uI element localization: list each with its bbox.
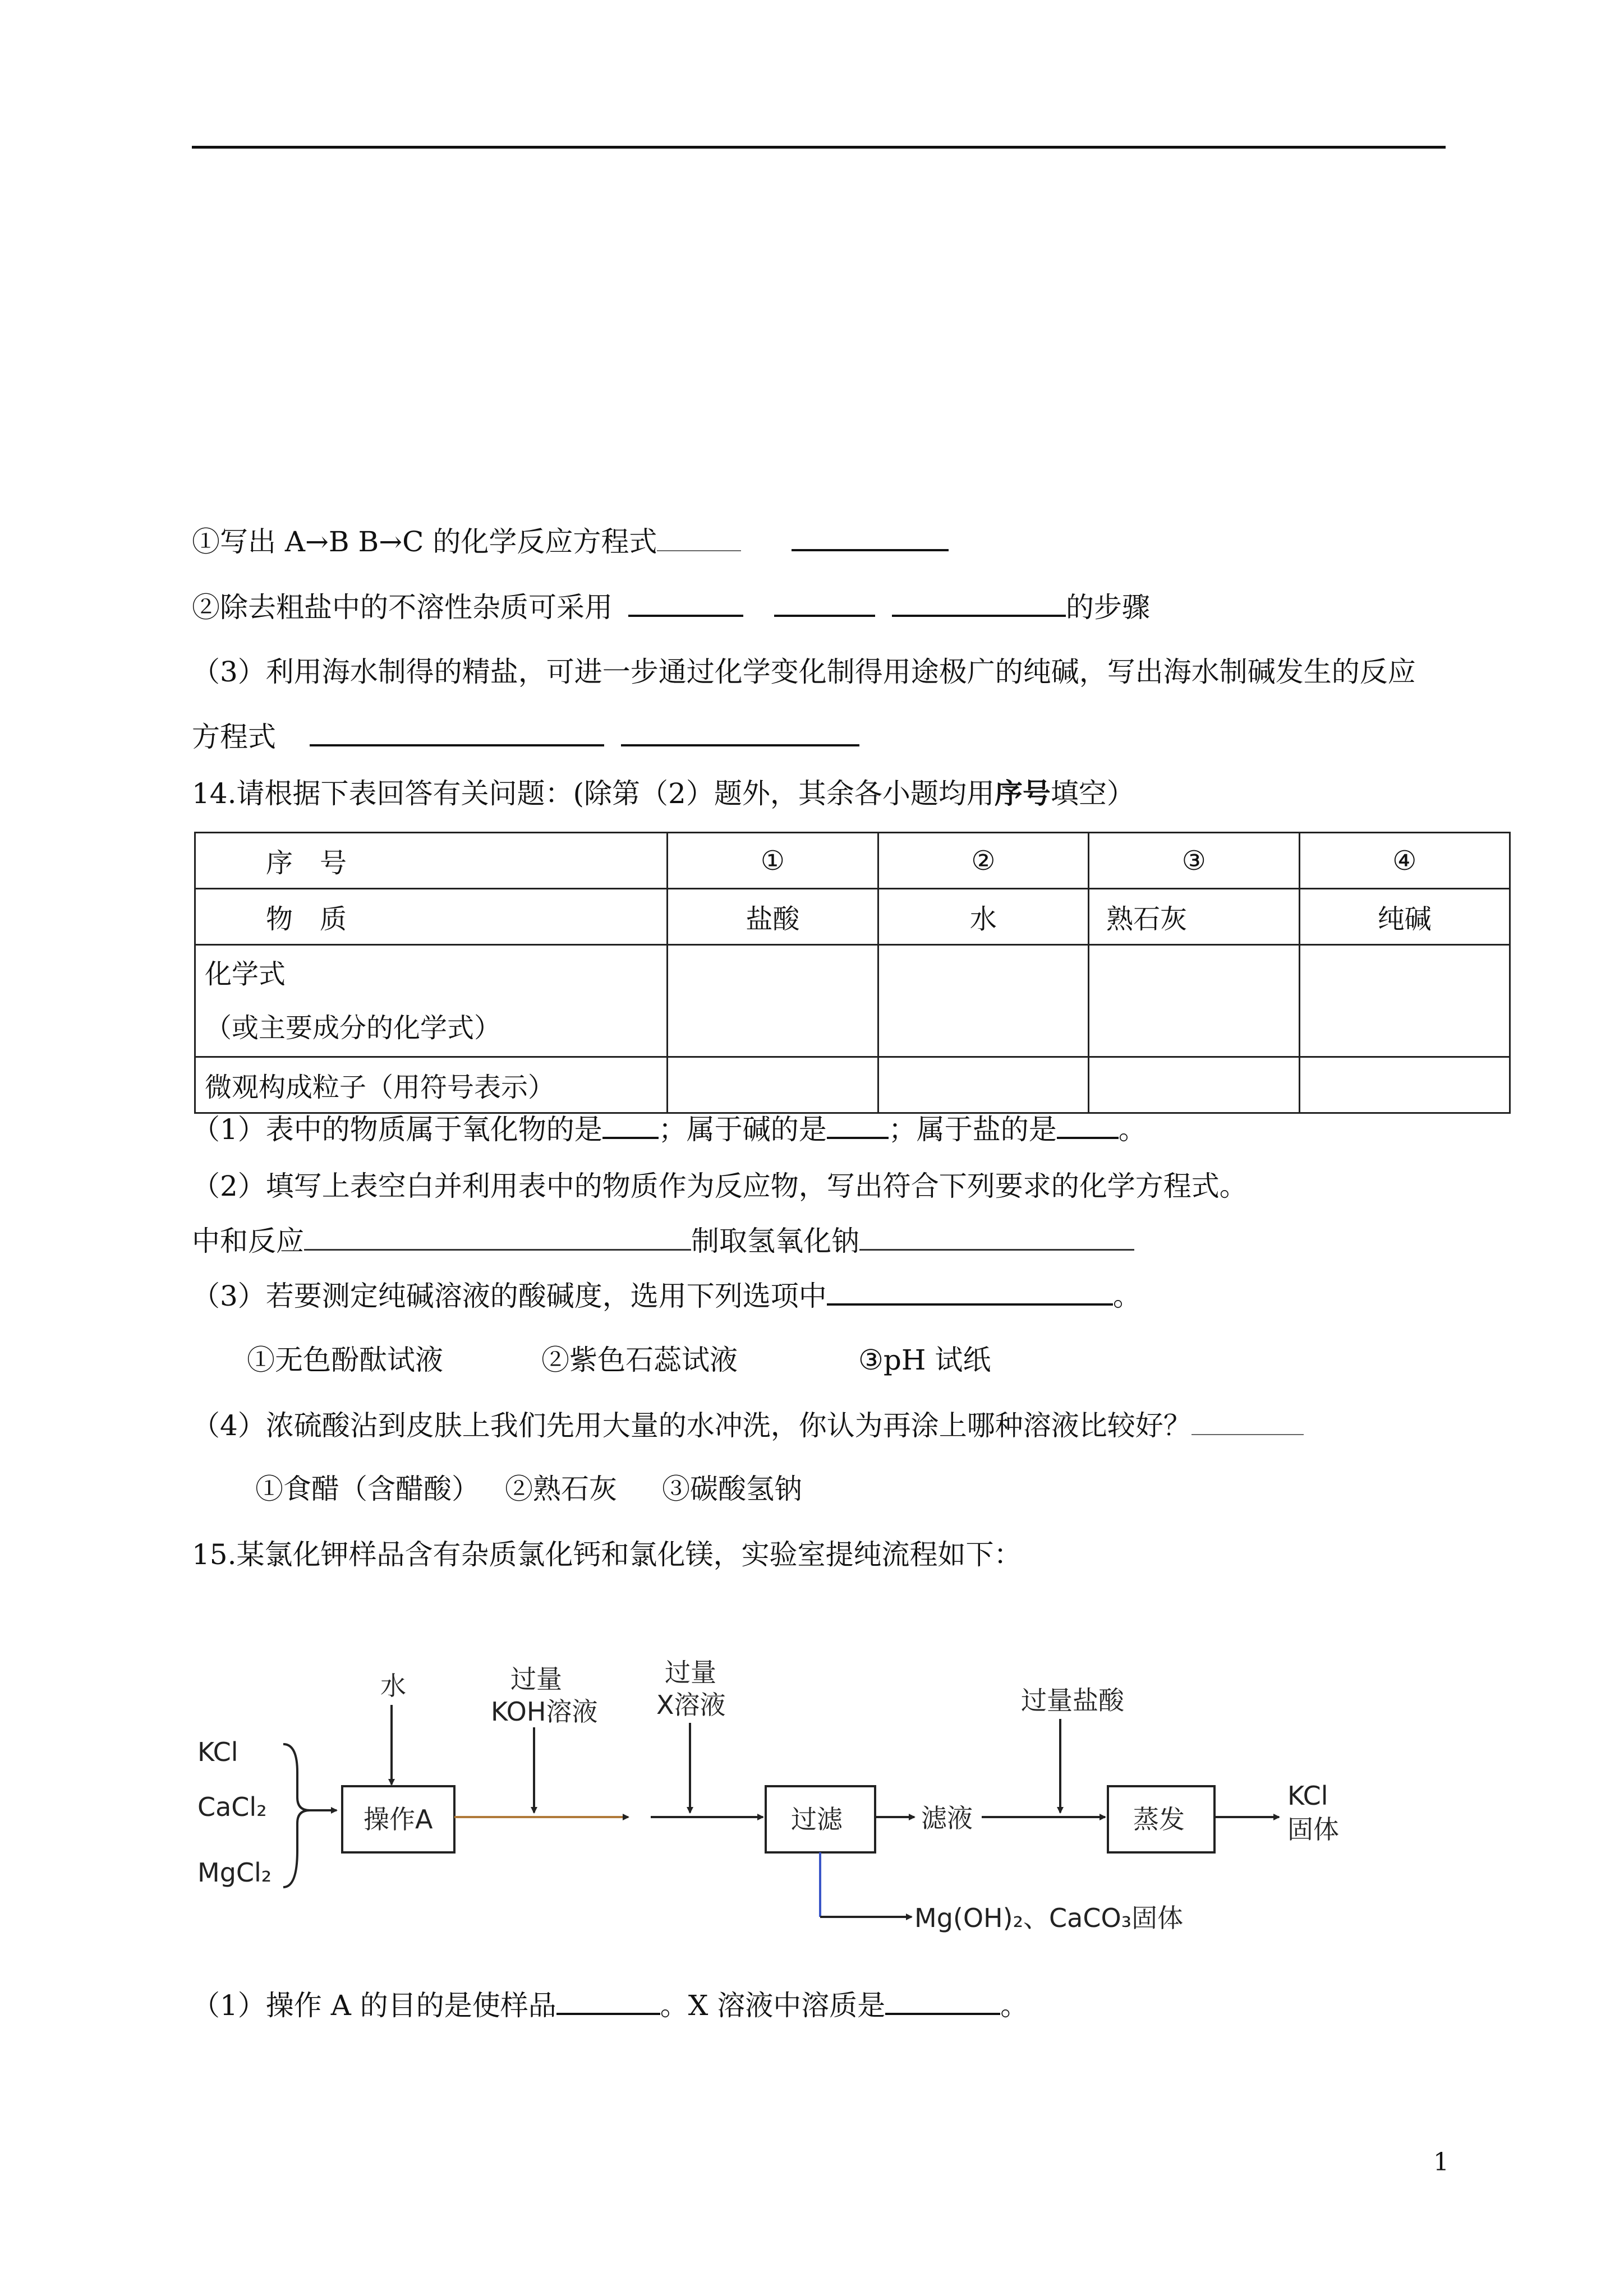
answer-cell[interactable] [668, 1057, 878, 1113]
table-header-cell: 化学式 （或主要成分的化学式） [195, 945, 668, 1057]
header-rule [192, 146, 1446, 149]
answer-cell[interactable] [878, 1057, 1088, 1113]
q14-part-1: （1）表中的物质属于氧化物的是 ；属于碱的是 ；属于盐的是 。 [192, 1113, 1147, 1146]
q14-part-3: （3）若要测定纯碱溶液的酸碱度，选用下列选项中 。 [192, 1280, 1141, 1312]
answer-blank[interactable] [792, 524, 949, 551]
x-label-1: 过量 [665, 1660, 716, 1688]
evaporate-label: 蒸发 [1133, 1804, 1185, 1834]
brace [283, 1744, 310, 1887]
water-label: 水 [380, 1671, 406, 1701]
answer-blank[interactable] [310, 720, 604, 746]
answer-cell[interactable] [1299, 1057, 1510, 1113]
hcl-label: 过量盐酸 [1021, 1685, 1124, 1716]
table-row [195, 889, 1510, 945]
option[interactable]: ②紫色石蕊试液 [541, 1344, 738, 1376]
table-row [195, 945, 1510, 1057]
filter-label: 过滤 [791, 1804, 843, 1834]
q13-line-3: （3）利用海水制得的精盐，可进一步通过化学变化制得用途极广的纯碱，写出海水制碱发生的反应 [192, 656, 1416, 688]
answer-cell[interactable] [1089, 945, 1299, 1057]
option[interactable]: ①食醋（含醋酸） [255, 1473, 480, 1505]
answer-blank[interactable] [827, 1112, 889, 1139]
table-cell: ② [878, 833, 1088, 889]
answer-blank[interactable] [556, 1988, 660, 2015]
output-kcl: KCl [1287, 1781, 1328, 1811]
q14-part-2-lines: 中和反应 制取氢氧化钠 [192, 1224, 1134, 1258]
q14-part-2: （2）填写上表空白并利用表中的物质作为反应物，写出符合下列要求的化学方程式。 [192, 1170, 1248, 1202]
answer-blank[interactable] [657, 525, 741, 551]
page-number: 1 [1433, 2148, 1449, 2177]
table-cell: 纯碱 [1299, 889, 1510, 945]
answer-blank[interactable] [628, 590, 743, 617]
table-header-cell: 微观构成粒子（用符号表示） [195, 1057, 668, 1113]
option[interactable]: ③碳酸氢钠 [662, 1473, 802, 1505]
table-cell: ③ [1089, 833, 1299, 889]
input-mgcl2: MgCl₂ [197, 1857, 272, 1888]
option[interactable]: ③pH 试纸 [858, 1344, 991, 1376]
option[interactable]: ②熟石灰 [505, 1473, 617, 1505]
q13-line-1: ①写出 A→B B→C 的化学反应方程式 [192, 524, 949, 559]
q14-table [194, 832, 1511, 1114]
answer-blank[interactable] [1191, 1409, 1304, 1435]
q13-line-4: 方程式 [192, 720, 859, 754]
table-cell: ④ [1299, 833, 1510, 889]
q14-part-4: （4）浓硫酸沾到皮肤上我们先用大量的水冲洗，你认为再涂上哪种溶液比较好？ [192, 1409, 1304, 1442]
answer-blank[interactable] [602, 1112, 659, 1139]
answer-cell[interactable] [668, 945, 878, 1057]
answer-blank[interactable] [304, 1224, 691, 1251]
q15-part-1: （1）操作 A 的目的是使样品 。X 溶液中溶质是 。 [192, 1989, 1029, 2022]
solid-label: Mg(OH)₂、CaCO₃固体 [914, 1903, 1184, 1933]
answer-cell[interactable] [1299, 945, 1510, 1057]
answer-cell[interactable] [878, 945, 1088, 1057]
input-cacl2: CaCl₂ [197, 1792, 267, 1822]
answer-blank[interactable] [827, 1279, 1113, 1306]
koh-label-1: 过量 [510, 1664, 562, 1694]
koh-label-2: KOH溶液 [491, 1696, 598, 1727]
answer-blank[interactable] [774, 590, 875, 617]
answer-blank[interactable] [859, 1224, 1134, 1251]
output-solid: 固体 [1287, 1814, 1339, 1845]
option[interactable]: ①无色酚酞试液 [247, 1344, 443, 1376]
input-kcl: KCl [197, 1737, 238, 1767]
answer-blank[interactable] [621, 720, 859, 746]
table-header-cell: 物 质 [195, 889, 668, 945]
table-cell: 熟石灰 [1089, 889, 1299, 945]
answer-blank[interactable] [892, 590, 1066, 617]
table-cell: 盐酸 [668, 889, 878, 945]
q14-part-3-options [247, 1343, 991, 1377]
q15-title: 15.某氯化钾样品含有杂质氯化钙和氯化镁，实验室提纯流程如下： [192, 1538, 1022, 1571]
answer-blank[interactable] [1057, 1112, 1119, 1139]
answer-cell[interactable] [1089, 1057, 1299, 1113]
operation-a-label: 操作A [364, 1804, 433, 1834]
q14-title: 14.请根据下表回答有关问题：(除第（2）题外，其余各小题均用序号填空） [192, 777, 1135, 810]
q13-line-2: ②除去粗盐中的不溶性杂质可采用 的步骤 [192, 591, 1150, 624]
table-row [195, 833, 1510, 889]
table-row [195, 1057, 1510, 1113]
q14-part-4-options [255, 1472, 802, 1506]
table-cell: 水 [878, 889, 1088, 945]
filtrate-label: 滤液 [921, 1803, 973, 1833]
table-cell: ① [668, 833, 878, 889]
answer-blank[interactable] [885, 1988, 1000, 2015]
x-label-2: X溶液 [656, 1690, 726, 1720]
purification-flowchart [185, 1660, 1386, 1952]
table-header-cell: 序 号 [195, 833, 668, 889]
